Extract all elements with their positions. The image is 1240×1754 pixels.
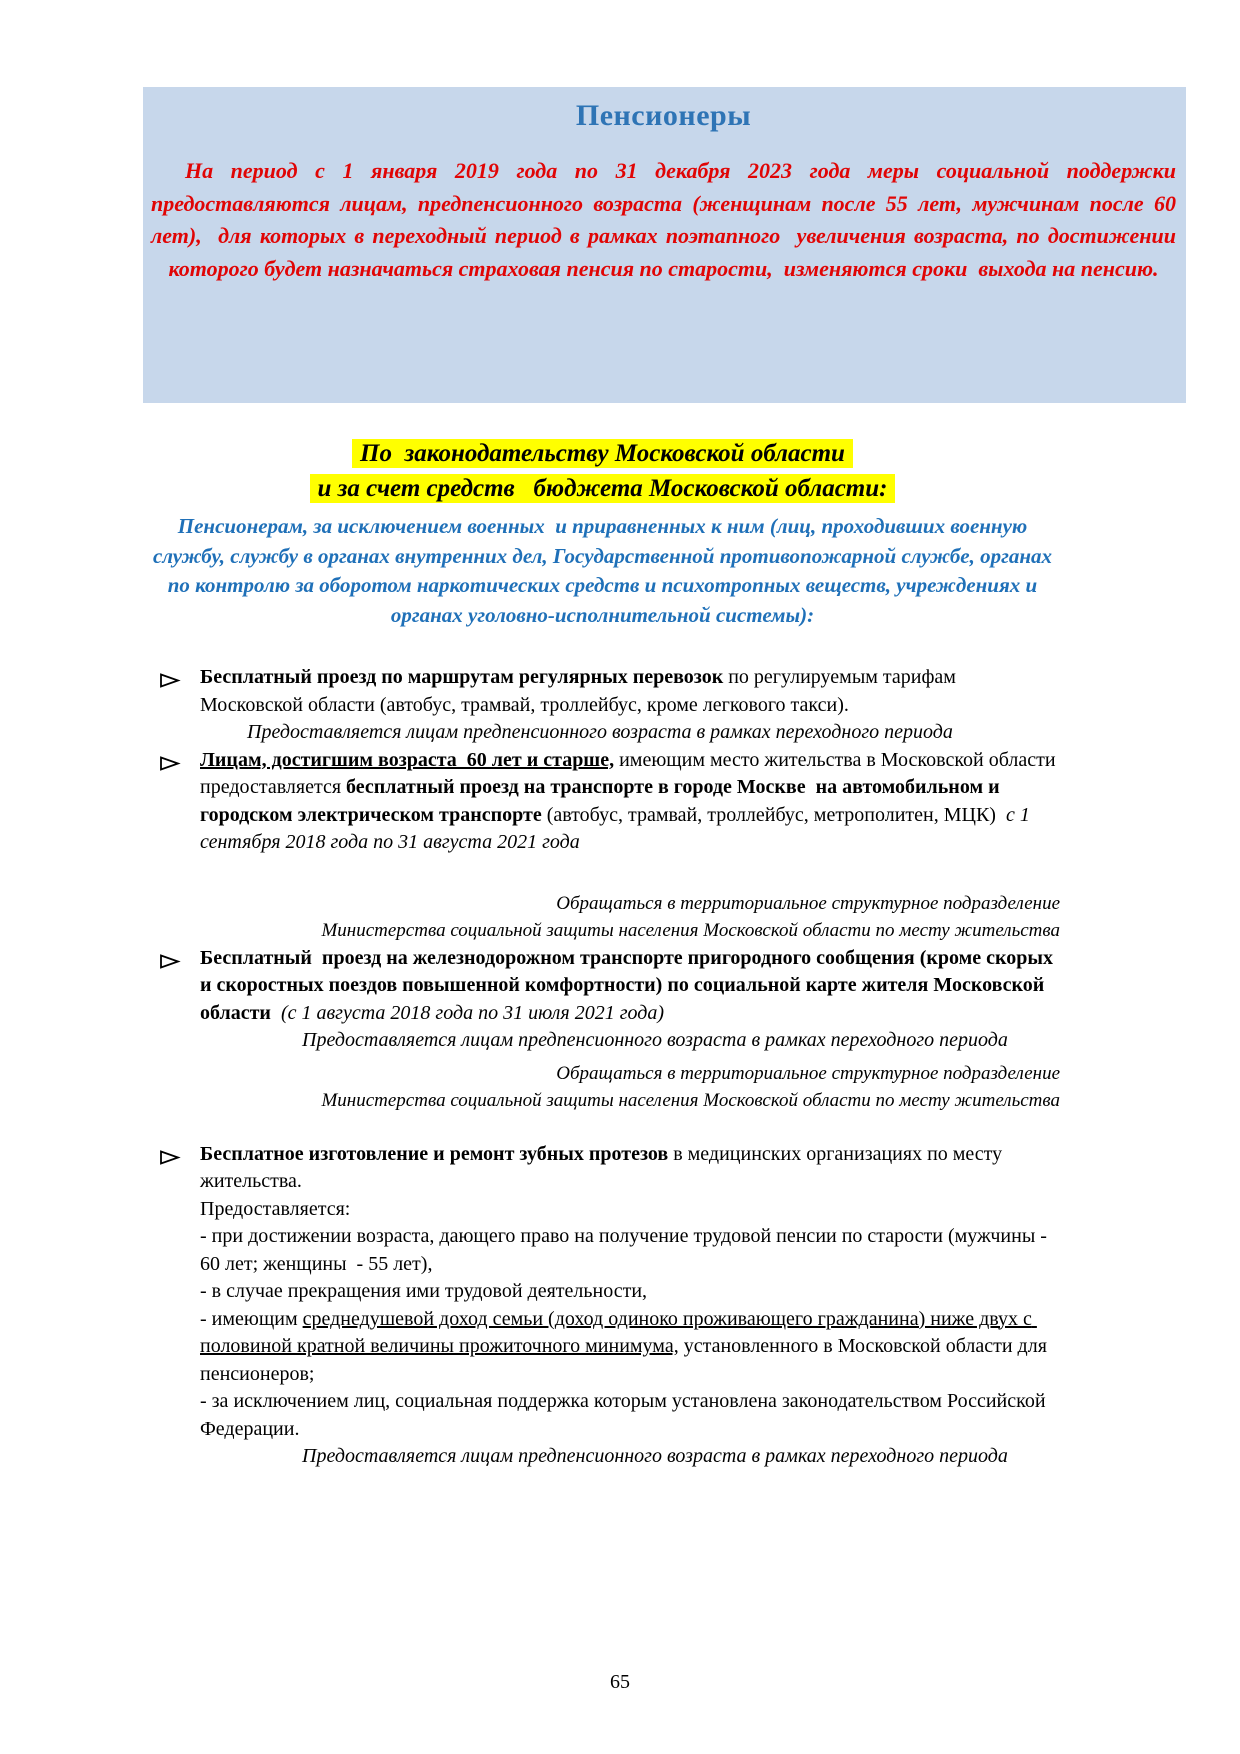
section-heading-line2: и за счет средств бюджета Московской области: <box>310 474 896 503</box>
condition-age: - при достижении возраста, дающего право на получение трудовой пенсии по старости (мужчины - 60 лет; женщины - 55 лет), <box>200 1225 1052 1275</box>
condition-income-underlined: среднедушевой доход семьи (доход одиноко проживающего гражданина) ниже двух с половиной кратной величины прожиточного минимума, <box>200 1307 1037 1357</box>
arrowhead-bullet-icon <box>159 753 181 781</box>
eligibility-note: Предоставляется лицам предпенсионного возраста в рамках переходного периода <box>302 1445 1008 1467</box>
benefit-text: имеющим место жительства в Московской области предоставляется <box>200 748 1061 798</box>
list-item-rail-travel <box>145 945 1060 1055</box>
provided-label: Предоставляется: <box>200 1197 351 1220</box>
condition-income: - имеющим среднедушевой доход семьи (доход одиноко проживающего гражданина) ниже двух с половиной кратной величины прожиточного минимума, установленного в Московской области для пенсионеров; <box>200 1307 1052 1385</box>
benefit-bold-text: бесплатный проезд на транспорте в городе Москве на автомобильном и городском электрическом транспорте <box>200 776 1005 826</box>
page-title: Пенсионеры <box>575 99 752 132</box>
condition-employment: - в случае прекращения ими трудовой деятельности, <box>200 1280 648 1302</box>
condition-exclusion: - за исключением лиц, социальная поддержка которым установлена законодательством Российской Федерации. <box>200 1390 1051 1440</box>
section-subheading: Пенсионерам, за исключением военных и приравненных к ним (лиц, проходивших военную службу, службу в органах внутренних дел, Государственной противопожарной службе, органах по контролю за оборотом наркотических средств и психотропных веществ, учреждениях и органах уголовно-исполнительной системы): <box>152 514 1058 627</box>
benefit-text: (автобус, трамвай, троллейбус, метрополитен, МЦК) <box>541 803 996 826</box>
benefit-text: по регулируемым тарифам Московской области (автобус, трамвай, троллейбус, кроме легкового такси). <box>200 666 961 716</box>
header-box <box>143 87 1186 403</box>
benefit-title: Бесплатный проезд на железнодорожном транспорте пригородного сообщения (кроме скорых и скоростных поездов повышенной комфортности) по социальной карте жителя Московской области <box>200 946 1058 1024</box>
benefit-period: с 1 сентября 2018 года по 31 августа 2021 года <box>200 803 1035 853</box>
benefit-list <box>145 664 1060 1471</box>
page-number: 65 <box>610 1671 630 1693</box>
main-content <box>145 436 1060 1471</box>
arrowhead-bullet-icon <box>159 951 181 979</box>
list-item-free-bus-travel <box>145 664 1060 747</box>
contact-note <box>145 1060 1060 1115</box>
section-heading <box>145 436 1060 506</box>
list-item-moscow-transport <box>145 747 1060 857</box>
contact-note-line2: Министерства социальной защиты населения Московской области по месту жительства <box>321 920 1060 941</box>
benefit-period: (с 1 августа 2018 года по 31 июля 2021 года) <box>270 1001 665 1024</box>
eligibility-note: Предоставляется лицам предпенсионного возраста в рамках переходного периода <box>247 721 953 743</box>
contact-note-line1: Обращаться в территориальное структурное подразделение <box>556 892 1060 914</box>
benefit-title: Бесплатный проезд по маршрутам регулярных перевозок <box>200 666 724 688</box>
contact-note-line1: Обращаться в территориальное структурное подразделение <box>556 1062 1060 1084</box>
list-item-dental-prosthetics <box>145 1141 1060 1471</box>
benefit-title: Лицам, достигшим возраста 60 лет и старше, <box>200 748 615 771</box>
intro-paragraph: На период с 1 января 2019 года по 31 декабря 2023 года меры социальной поддержки предоставляются лицам, предпенсионного возраста (женщинам после 55 лет, мужчинам после 60 лет), для которых в переходный период в рамках поэтапного увеличения возраста, по достижении которого будет назначаться страховая пенсия по старости, изменяются сроки выхода на пенсию. <box>151 158 1182 281</box>
contact-note <box>145 890 1060 945</box>
benefit-title: Бесплатное изготовление и ремонт зубных протезов <box>200 1142 669 1165</box>
benefit-text: в медицинских организациях по месту жительства. <box>200 1142 1008 1192</box>
contact-note-line2: Министерства социальной защиты населения Московской области по месту жительства <box>321 1090 1060 1111</box>
arrowhead-bullet-icon <box>159 1147 181 1175</box>
eligibility-note: Предоставляется лицам предпенсионного возраста в рамках переходного периода <box>302 1029 1008 1051</box>
section-heading-line1: По законодательству Московской области <box>352 439 853 468</box>
arrowhead-bullet-icon <box>159 670 181 698</box>
